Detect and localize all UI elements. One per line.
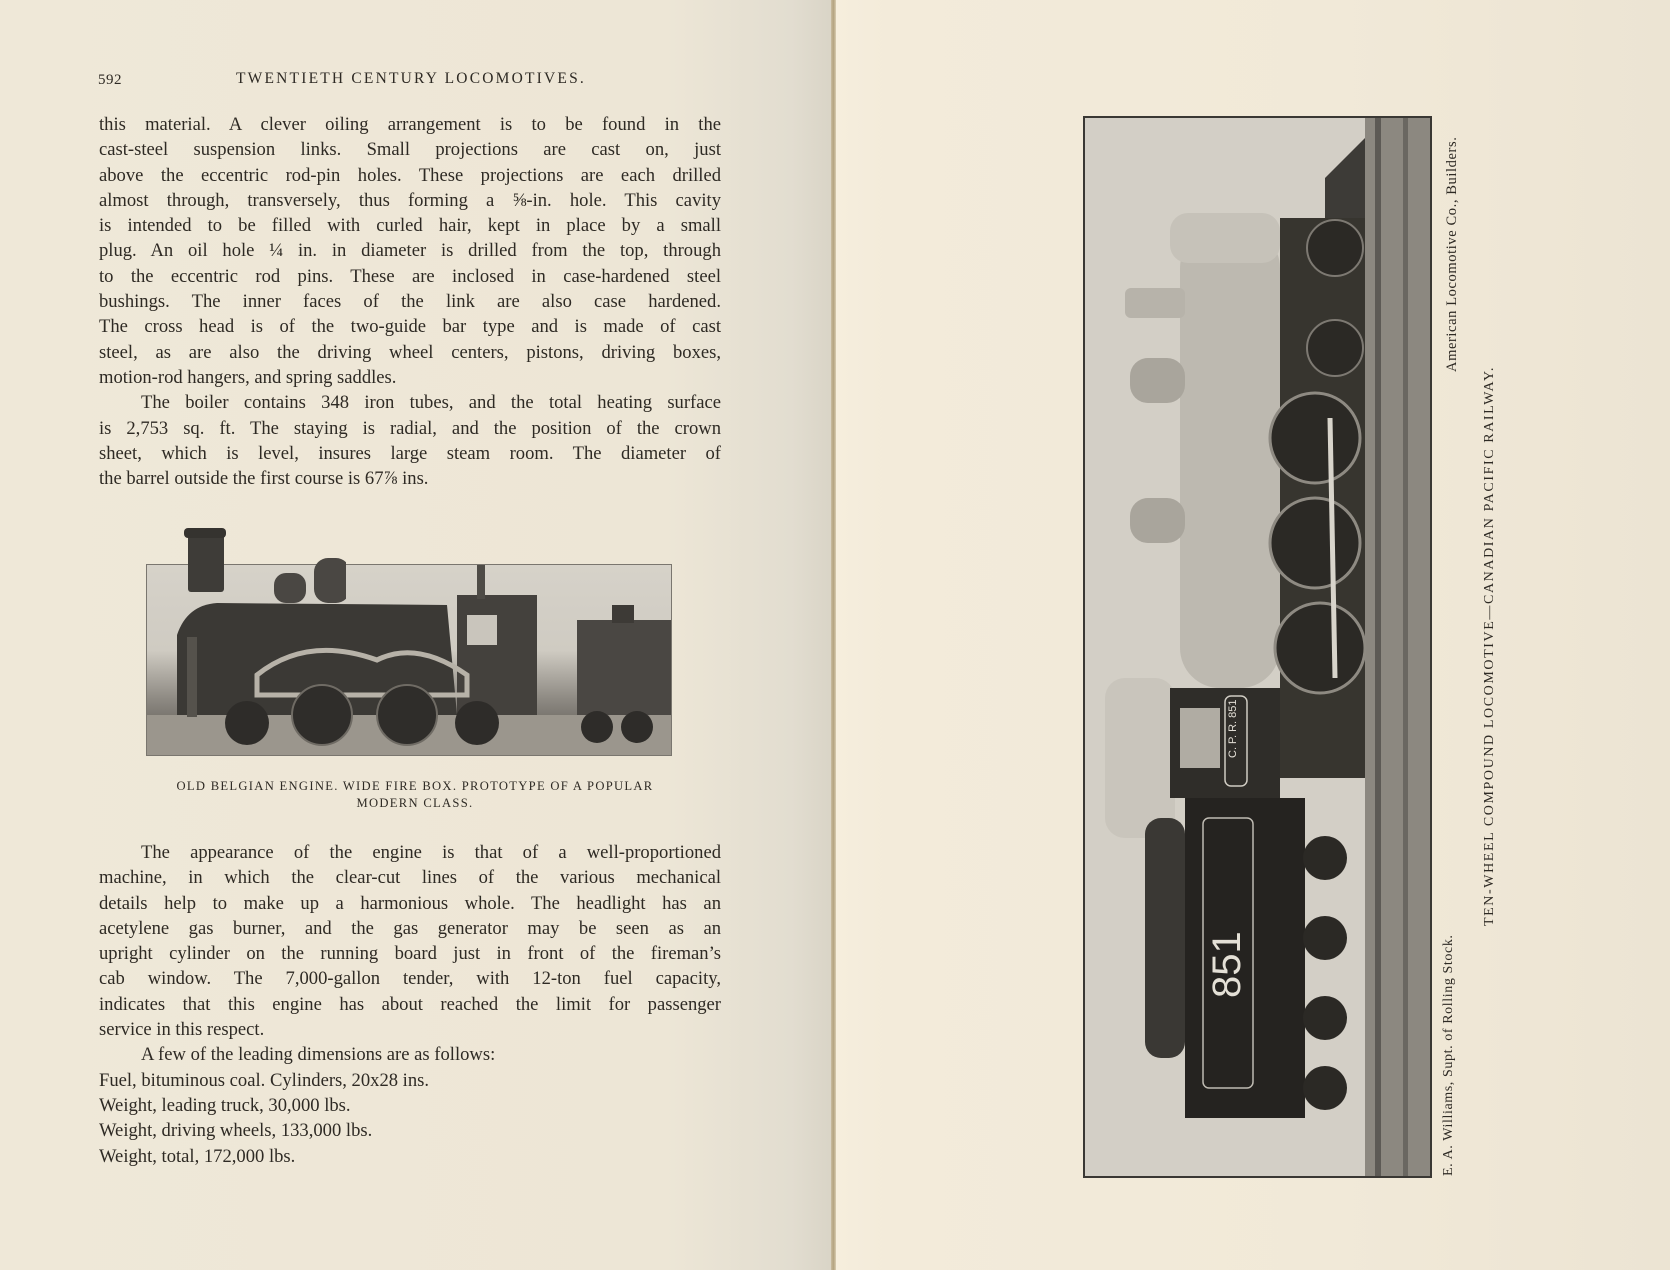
dimension-line: Fuel, bituminous coal. Cylinders, 20x28 ins.	[99, 1069, 430, 1091]
text-line: The cross head is of the two-guide bar type and is made of cast	[99, 316, 721, 338]
dimension-line: Weight, leading truck, 30,000 lbs.	[99, 1094, 351, 1116]
text-line: bushings. The inner faces of the link are also case hardened.	[99, 291, 721, 313]
text-line: to the eccentric rod pins. These are inclosed in case-hardened steel	[99, 265, 721, 287]
text-line: details help to make up a harmonious whole. The headlight has an	[99, 892, 721, 914]
plate-supt-credit: E. A. Williams, Supt. of Rolling Stock.	[1441, 934, 1456, 1176]
paragraph-appearance	[99, 840, 721, 1169]
running-head	[98, 70, 720, 94]
text-line: is intended to be filled with curled hair, kept in place by a small	[99, 215, 721, 237]
text-line: indicates that this engine has about reached the limit for passenger	[99, 993, 721, 1015]
text-line: The appearance of the engine is that of a well-proportioned	[141, 842, 721, 863]
text-line: machine, in which the clear-cut lines of the various mechanical	[99, 867, 721, 889]
text-line: above the eccentric rod-pin holes. These projections are each drilled	[99, 164, 721, 186]
text-line: motion-rod hangers, and spring saddles.	[99, 366, 397, 388]
text-line: service in this respect.	[99, 1019, 265, 1041]
text-line: the barrel outside the first course is 67⅞ ins.	[99, 468, 429, 490]
belgian-chimney-domes	[146, 528, 346, 608]
dimension-line: Weight, driving wheels, 133,000 lbs.	[99, 1120, 373, 1142]
cab-number-plate: C. P. R. 851	[1227, 699, 1239, 758]
text-line: A few of the leading dimensions are as follows:	[141, 1044, 496, 1066]
running-head-title: TWENTIETH CENTURY LOCOMOTIVES.	[236, 70, 586, 87]
figure-caption	[100, 778, 730, 812]
caption-line: OLD BELGIAN ENGINE. WIDE FIRE BOX. PROTOTYPE OF A POPULAR	[176, 779, 654, 793]
tender-number: 851	[1205, 931, 1249, 998]
text-line: this material. A clever oiling arrangement is to be found in the	[99, 114, 721, 135]
page-number: 592	[98, 72, 122, 88]
text-line: sheet, which is level, insures large steam room. The diameter of	[99, 442, 721, 464]
text-line: cab window. The 7,000-gallon tender, with 12-ton fuel capacity,	[99, 968, 721, 990]
caption-line: MODERN CLASS.	[356, 796, 474, 810]
paragraph-oiling	[99, 112, 721, 491]
plate-builders-credit: American Locomotive Co., Builders.	[1444, 136, 1460, 372]
text-line: almost through, transversely, thus forming a ⅝-in. hole. This cavity	[99, 189, 721, 211]
plate-title: TEN-WHEEL COMPOUND LOCOMOTIVE—CANADIAN PACIFIC RAILWAY.	[1482, 366, 1497, 926]
text-line: The boiler contains 348 iron tubes, and the total heating surface	[141, 392, 721, 414]
cpr-locomotive-illustration	[1085, 118, 1430, 1176]
text-line: acetylene gas burner, and the gas generator may be seen as an	[99, 917, 721, 939]
dimension-line: Weight, total, 172,000 lbs.	[99, 1145, 296, 1167]
text-line: is 2,753 sq. ft. The staying is radial, and the position of the crown	[99, 417, 721, 439]
text-line: upright cylinder on the running board just in front of the fireman’s	[99, 943, 721, 965]
text-line: steel, as are also the driving wheel centers, pistons, driving boxes,	[99, 341, 721, 363]
text-line: plug. An oil hole ¼ in. in diameter is drilled from the top, through	[99, 240, 721, 262]
belgian-engine-photo	[146, 528, 672, 756]
cpr-locomotive-plate	[1083, 116, 1432, 1178]
text-line: cast-steel suspension links. Small projections are cast on, just	[99, 139, 721, 161]
